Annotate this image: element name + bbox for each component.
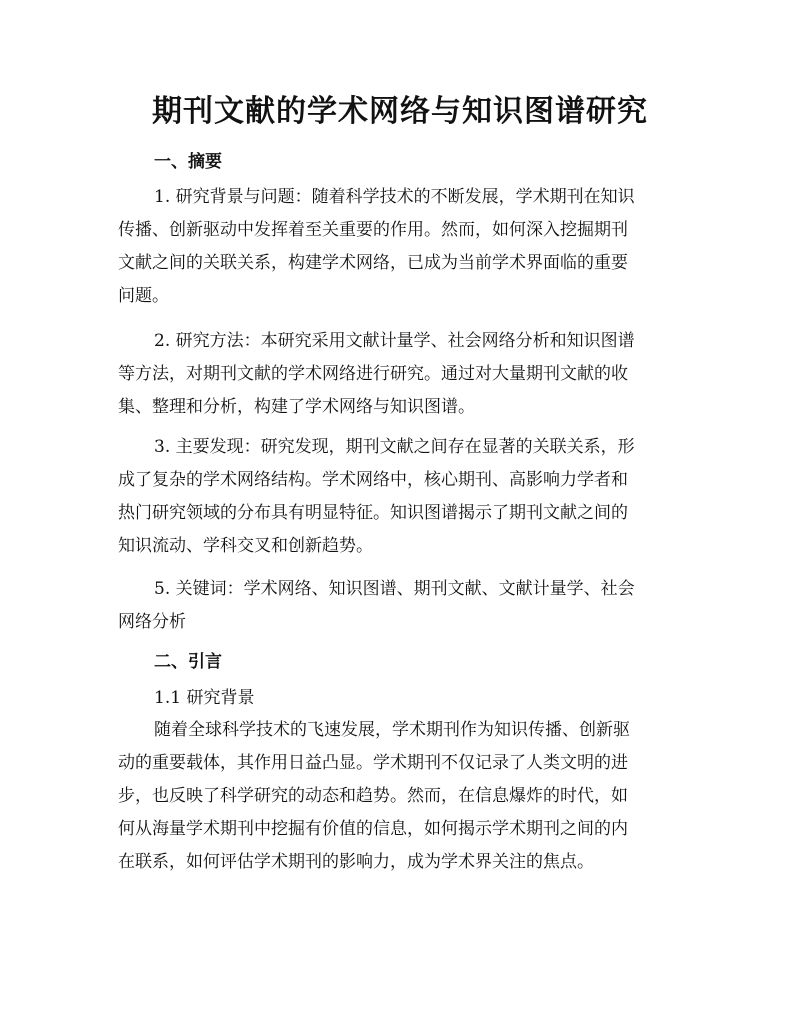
paragraph-line: 随着全球科学技术的飞速发展，学术期刊作为知识传播、创新驱 bbox=[154, 720, 630, 740]
paragraph-line: 成了复杂的学术网络结构。学术网络中，核心期刊、高影响力学者和 bbox=[118, 470, 628, 490]
document-title: 期刊文献的学术网络与知识图谱研究 bbox=[152, 94, 648, 129]
abstract-paragraph-methods bbox=[118, 325, 678, 424]
abstract-paragraph-background bbox=[118, 181, 678, 313]
paragraph-line: 2. 研究方法：本研究采用文献计量学、社会网络分析和知识图谱 bbox=[154, 331, 635, 351]
paragraph-line: 网络分析 bbox=[118, 612, 186, 632]
paragraph-line: 集、整理和分析，构建了学术网络与知识图谱。 bbox=[118, 397, 475, 417]
paragraph-line: 问题。 bbox=[118, 286, 169, 306]
paragraph-line: 知识流动、学科交叉和创新趋势。 bbox=[118, 536, 373, 556]
paragraph-line: 5. 关键词：学术网络、知识图谱、期刊文献、文献计量学、社会 bbox=[154, 579, 635, 599]
subsection-heading-background: 1.1 研究背景 bbox=[154, 688, 255, 708]
section-heading-abstract: 一、摘要 bbox=[154, 152, 222, 172]
paragraph-line: 文献之间的关联关系，构建学术网络，已成为当前学术界面临的重要 bbox=[118, 253, 628, 273]
abstract-paragraph-keywords bbox=[118, 573, 678, 639]
paragraph-line: 传播、创新驱动中发挥着至关重要的作用。然而，如何深入挖掘期刊 bbox=[118, 220, 628, 240]
introduction-paragraph bbox=[118, 714, 678, 879]
abstract-paragraph-findings bbox=[118, 431, 678, 563]
section-heading-introduction: 二、引言 bbox=[154, 652, 222, 672]
paragraph-line: 热门研究领域的分布具有明显特征。知识图谱揭示了期刊文献之间的 bbox=[118, 503, 628, 523]
paragraph-line: 步，也反映了科学研究的动态和趋势。然而，在信息爆炸的时代，如 bbox=[118, 786, 628, 806]
paragraph-line: 3. 主要发现：研究发现，期刊文献之间存在显著的关联关系，形 bbox=[154, 437, 635, 457]
paragraph-line: 在联系，如何评估学术期刊的影响力，成为学术界关注的焦点。 bbox=[118, 852, 594, 872]
paragraph-line: 等方法，对期刊文献的学术网络进行研究。通过对大量期刊文献的收 bbox=[118, 364, 628, 384]
paragraph-line: 动的重要载体，其作用日益凸显。学术期刊不仅记录了人类文明的进 bbox=[118, 753, 628, 773]
paragraph-line: 何从海量学术期刊中挖掘有价值的信息，如何揭示学术期刊之间的内 bbox=[118, 819, 628, 839]
paragraph-line: 1. 研究背景与问题：随着科学技术的不断发展，学术期刊在知识 bbox=[154, 187, 635, 207]
